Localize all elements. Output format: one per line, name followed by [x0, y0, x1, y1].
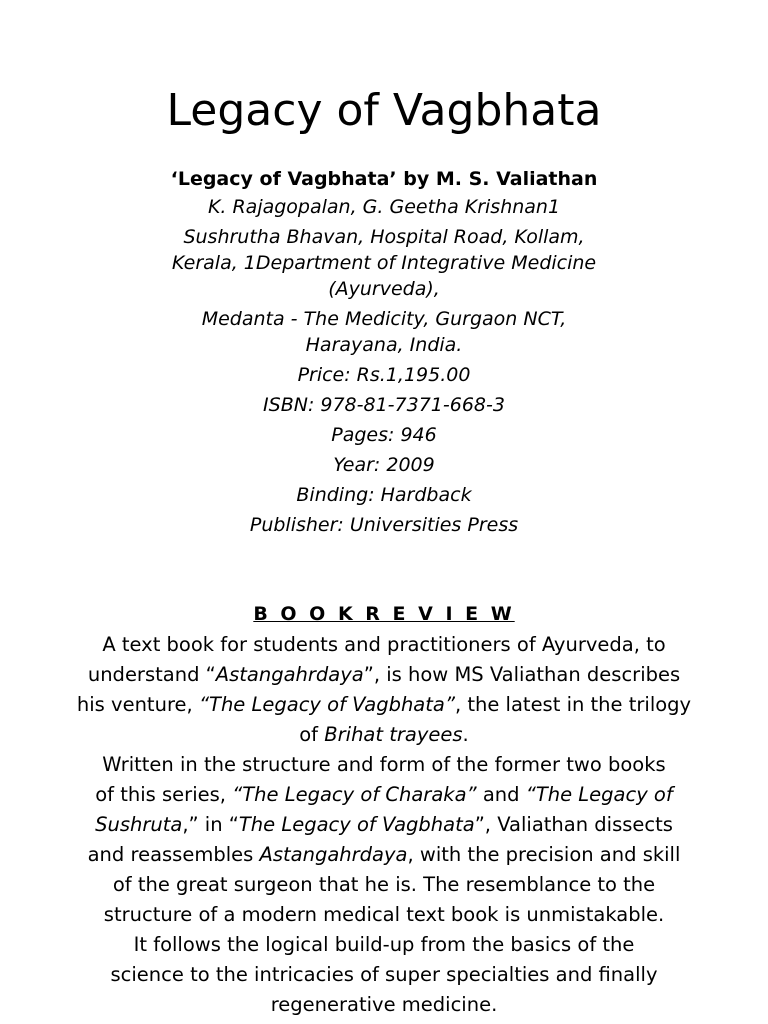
book-subtitle: ‘Legacy of Vagbhata’ by M. S. Valiathan [170, 168, 598, 190]
review-line: Written in the structure and form of the former two books [102, 753, 666, 776]
affiliation-line: Harayana, India. [305, 334, 463, 356]
review-line: science to the intricacies of super specialties and finally [110, 963, 658, 986]
affiliation-line: Sushrutha Bhavan, Hospital Road, Kollam, [183, 226, 585, 248]
authors: K. Rajagopalan, G. Geetha Krishnan1 [207, 196, 561, 218]
review-line: of the great surgeon that he is. The resemblance to the [112, 873, 656, 896]
publisher: Publisher: Universities Press [249, 514, 519, 536]
review-line: his venture, “The Legacy of Vagbhata”, the latest in the trilogy [76, 693, 692, 716]
affiliation-1 [0, 224, 768, 302]
page-count: Pages: 946 [331, 424, 437, 446]
page-title: Legacy of Vagbhata [166, 85, 602, 136]
publication-year: Year: 2009 [333, 454, 435, 476]
review-line: understand “Astangahrdaya”, is how MS Valiathan describes [87, 663, 681, 686]
binding: Binding: Hardback [296, 484, 472, 506]
isbn: ISBN: 978-81-7371-668-3 [263, 394, 505, 416]
review-line: of this series, “The Legacy of Charaka” and “The Legacy of [95, 783, 673, 806]
review-line: A text book for students and practitioners of Ayurveda, to [102, 633, 666, 656]
review-line: and reassembles Astangahrdaya, with the precision and skill [87, 843, 681, 866]
review-heading: B O O K R E V I E W [253, 603, 515, 625]
review-line: structure of a modern medical text book is unmistakable. [103, 903, 665, 926]
affiliation-line: Medanta - The Medicity, Gurgaon NCT, [201, 308, 567, 330]
review-line: of Brihat trayees. [299, 723, 469, 746]
affiliation-2 [0, 306, 768, 358]
price: Price: Rs.1,195.00 [297, 364, 471, 386]
book-metadata [0, 194, 768, 542]
affiliation-line: (Ayurveda), [328, 278, 440, 300]
review-line: It follows the logical build-up from the basics of the [133, 933, 635, 956]
review-body [40, 630, 728, 1020]
review-line: regenerative medicine. [270, 993, 498, 1016]
review-line: Sushruta,” in “The Legacy of Vagbhata”, Valiathan dissects [95, 813, 673, 836]
affiliation-line: Kerala, 1Department of Integrative Medicine [171, 252, 597, 274]
